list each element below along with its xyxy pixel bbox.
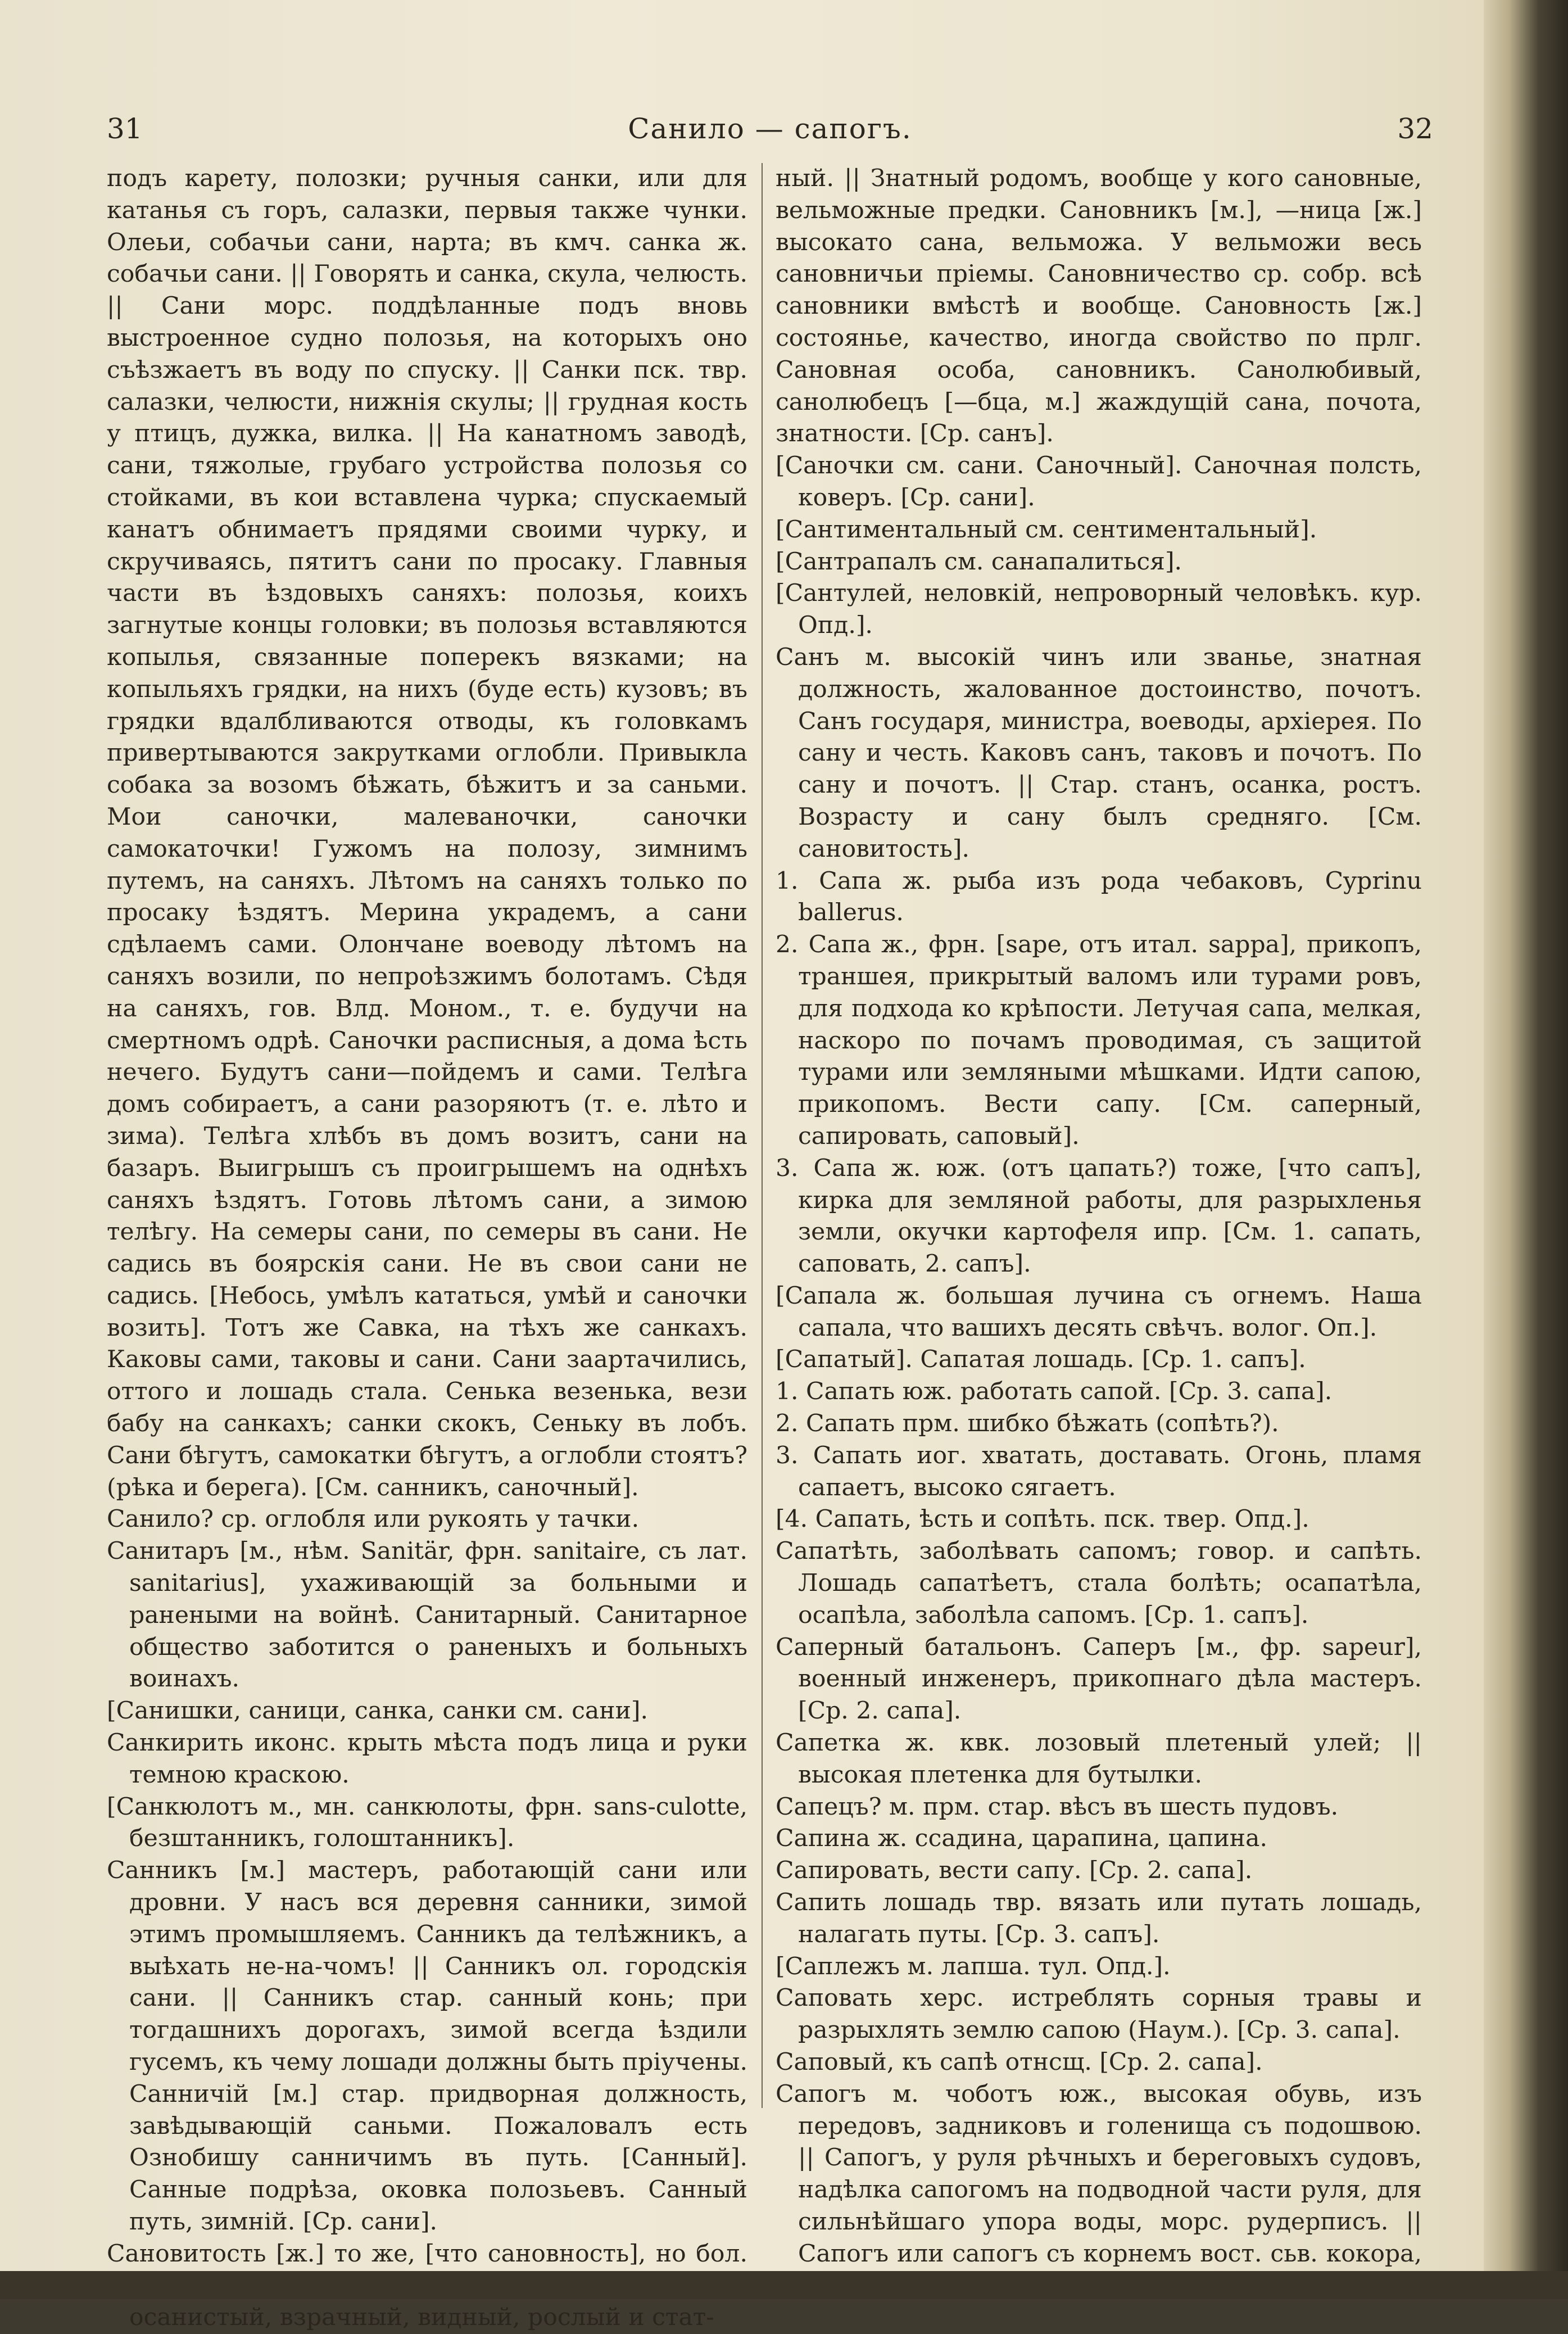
dictionary-entry: Саповать херс. истреблять сорныя травы и разрыхлять землю сапою (Наум.). [Ср. 3. сапа]. [776, 1984, 1422, 2044]
page-header [107, 112, 1433, 157]
dictionary-entry: [Саночки см. сани. Саночный]. Саночная полсть, коверъ. [Ср. сани]. [776, 452, 1422, 512]
dictionary-entry: Сапецъ? м. прм. стар. вѣсъ въ шесть пудовъ. [776, 1793, 1339, 1821]
dictionary-entry: Сапировать, вести сапу. [Ср. 2. сапа]. [776, 1857, 1253, 1885]
column-divider [762, 163, 763, 2108]
dictionary-entry: 2. Сапать прм. шибко бѣжать (сопѣть?). [776, 1410, 1279, 1438]
dictionary-entry: [Сантрапалъ см. санапалиться]. [776, 548, 1182, 576]
dictionary-entry: [Сантулей, неловкій, непроворный человѣкъ. кур. Опд.]. [776, 580, 1422, 640]
entry-continuation: подъ карету, полозки; ручныя санки, или для катанья съ горъ, салазки, первыя также чунки. Олеьи, собачьи сани, нарта; въ кмч. санка ж. собачьи сани. || Говорять и санка, скула, челюсть. || Сани морс. поддѣланные подъ вновь выстроенное судно полозья, на которыхъ оно съѣзжаетъ въ воду по спуску. || Санки пск. твр. салазки, челюсти, нижнія скулы; || грудная кость у птицъ, дужка, вилка. || На канатномъ заводѣ, сани, тяжолые, грубаго устройства полозья со стойками, въ кои вставлена чурка; спускаемый канатъ обнимаетъ прядями своими чурку, и скручиваясь, пятитъ сани по просаку. Главныя части въ ѣздовыхъ саняхъ: полозья, коихъ загнутые концы головки; въ полозья вставляются копылья, связанные поперекъ вязками; на копыльяхъ грядки, на нихъ (буде есть) кузовъ; въ грядки вдалбливаются отводы, къ головкамъ привертываются закрутками оглобли. Привыкла собака за возомъ бѣжать, бѣжитъ и за саньми. Мои саночки, малеваночки, саночки самокаточки! Гужомъ на полозу, зимнимъ путемъ, на саняхъ. Лѣтомъ на саняхъ только по просаку ѣздятъ. Мерина украдемъ, а сани сдѣлаемъ сами. Олончане воеводу лѣтомъ на саняхъ возили, по непроѣзжимъ болотамъ. Сѣдя на саняхъ, гов. Влд. Моном., т. е. будучи на смертномъ одрѣ. Саночки расписныя, а дома ѣсть нечего. Будутъ сани—пойдемъ и сами. Телѣга домъ собираетъ, а сани разоряютъ (т. е. лѣто и зима). Телѣга хлѣбъ въ домъ возитъ, сани на базаръ. Выигрышъ съ проигрышемъ на однѣхъ саняхъ ѣздятъ. Готовь лѣтомъ сани, а зимою телѣгу. На семеры сани, по семеры въ сани. Не садись въ боярскія сани. Не въ свои сани не садись. [Небось, умѣлъ кататься, умѣй и саночки возить]. Тотъ же Савка, на тѣхъ же санкахъ. Каковы сами, таковы и сани. Сани заартачились, оттого и лошадь стала. Сенька везенька, вези бабу на санкахъ; санки скокъ, Сеньку въ лобъ. Сани бѣгутъ, самокатки бѣгутъ, а оглобли стоятъ? (рѣка и берега). [См. санникъ, саночный]. [107, 165, 747, 1501]
dictionary-entry: Сапетка ж. квк. лозовый плетеный улей; || высокая плетенка для бутылки. [776, 1729, 1422, 1789]
dictionary-entry: 3. Сапа ж. юж. (отъ цапать?) тоже, [что сапъ], кирка для земляной работы, для разрыхленья земли, окучки картофеля ипр. [См. 1. сапать, саповать, 2. сапъ]. [776, 1154, 1422, 1278]
dictionary-entry: Санило? ср. оглобля или рукоять у тачки. [107, 1505, 640, 1534]
dictionary-entry: Санитаръ [м., нѣм. Sanitär, фрн. sanitaire, съ лат. sanitarius], ухаживающій за больными и ранеными на войнѣ. Санитарный. Санитарное общество заботится о раненыхъ и больныхъ воинахъ. [107, 1537, 747, 1693]
page-number-left: 31 [107, 112, 143, 145]
dictionary-entry: [Санишки, саници, санка, санки см. сани]. [107, 1697, 648, 1725]
dictionary-entry: Санникъ [м.] мастеръ, работающій сани или дровни. У насъ вся деревня санники, зимой этимъ промышляемъ. Санникъ да телѣжникъ, а выѣхать не-на-чомъ! || Санникъ ол. городскія сани. || Санникъ стар. санный конь; при тогдашнихъ дорогахъ, зимой всегда ѣздили гусемъ, къ чему лошади должны быть пріучены. Санничій [м.] стар. придворная должность, завѣдывающій саньми. Пожаловалъ есть Ознобишу санничимъ въ путь. [Санный]. Санные подрѣза, оковка полозьевъ. Санный путь, зимній. [Ср. сани]. [107, 1857, 747, 2236]
dictionary-entry: [4. Сапать, ѣсть и сопѣть. пск. твер. Опд.]. [776, 1505, 1309, 1534]
dictionary-entry: Сапить лошадь твр. вязать или путать лошадь, налагать путы. [Ср. 3. сапъ]. [776, 1889, 1422, 1948]
dictionary-entry: Сапина ж. ссадина, царапина, цапина. [776, 1825, 1267, 1853]
left-column [107, 163, 747, 2332]
dictionary-entry: [Сапатый]. Сапатая лошадь. [Ср. 1. сапъ]. [776, 1346, 1306, 1374]
book-spine-shadow [1484, 0, 1568, 2299]
entry-continuation: ный. || Знатный родомъ, вообще у кого сановные, вельможные предки. Сановникъ [м.], —ница [ж.] высокато сана, вельможа. У вельможи весь сановничьи пріемы. Сановничество ср. собр. всѣ сановники вмѣстѣ и вообще. Сановность [ж.] состоянье, качество, иногда свойство по прлг. Сановная особа, сановникъ. Санолюбивый, санолюбецъ [—бца, м.] жаждущій сана, почота, знатности. [Ср. санъ]. [776, 165, 1422, 448]
dictionary-entry: Саперный батальонъ. Саперъ [м., фр. sapeur], военный инженеръ, прикопнаго дѣла мастеръ. [Ср. 2. сапа]. [776, 1633, 1422, 1725]
dictionary-entry: Саповый, къ сапѣ отнсщ. [Ср. 2. сапа]. [776, 2048, 1263, 2077]
dictionary-entry: Сапогъ м. чоботъ юж., высокая обувь, изъ передовъ, задниковъ и голенища съ подошвою. || Сапогъ, у руля рѣчныхъ и береговыхъ судовъ, надѣлка сапогомъ на подводной части руля, для сильнѣйшаго упора воды, морс. рудерписъ. || Сапогъ или сапогъ съ корнемъ вост. сьв. кокора, [776, 2080, 1422, 2268]
dictionary-entry: [Санкюлотъ м., мн. санкюлоты, фрн. sans-culotte, безштанникъ, голоштанникъ]. [107, 1793, 747, 1853]
dictionary-entry: [Сантиментальный см. сентиментальный]. [776, 515, 1317, 544]
page-number-right: 32 [1397, 112, 1433, 145]
scan-bottom-edge [0, 2271, 1568, 2299]
right-column [776, 163, 1422, 2268]
dictionary-entry: 2. Сапа ж., фрн. [sape, отъ итал. sappa], прикопъ, траншея, прикрытый валомъ или турами ровъ, для подхода ко крѣпости. Летучая сапа, мелкая, наскоро по почамъ проводимая, съ защитой турами или земляными мѣшками. Идти сапою, прикопомъ. Вести сапу. [См. саперный, сапировать, саповый]. [776, 931, 1422, 1150]
dictionary-entry: [Саплежъ м. лапша. тул. Опд.]. [776, 1952, 1171, 1980]
dictionary-entry: 1. Сапать юж. работать сапой. [Ср. 3. сапа]. [776, 1378, 1333, 1406]
dictionary-entry: 1. Сапа ж. рыба изъ рода чебаковъ, Cyprinu ballerus. [776, 867, 1422, 927]
dictionary-entry: Сапатѣть, заболѣвать сапомъ; говор. и сапѣть. Лошадь сапатѣетъ, стала болѣть; осапатѣла, осапѣла, заболѣла сапомъ. [Ср. 1. сапъ]. [776, 1537, 1422, 1629]
dictionary-entry: Санъ м. высокій чинъ или званье, знатная должность, жалованное достоинство, почотъ. Санъ государя, министра, воеводы, архіерея. По сану и честь. Каковъ санъ, таковъ и почотъ. По сану и почотъ. || Стар. станъ, осанка, ростъ. Возрасту и сану былъ средняго. [См. сановитость]. [776, 643, 1422, 863]
dictionary-entry: Санкирить иконс. крыть мѣста подъ лица и руки темною краскою. [107, 1729, 747, 1789]
dictionary-entry: [Сапала ж. большая лучина съ огнемъ. Наша сапала, что вашихъ десять свѣчъ. волог. Оп.]. [776, 1282, 1422, 1342]
dictionary-entry: 3. Сапать иог. хватать, доставать. Огонь, пламя сапаетъ, высоко сягаетъ. [776, 1441, 1422, 1501]
running-head: Санило — сапогъ. [628, 112, 912, 145]
dictionary-entry: Сановитость [ж.] то же, [что сановность], но бол. осанистый, взрачный, видный, рослый и стат- [107, 2240, 747, 2332]
